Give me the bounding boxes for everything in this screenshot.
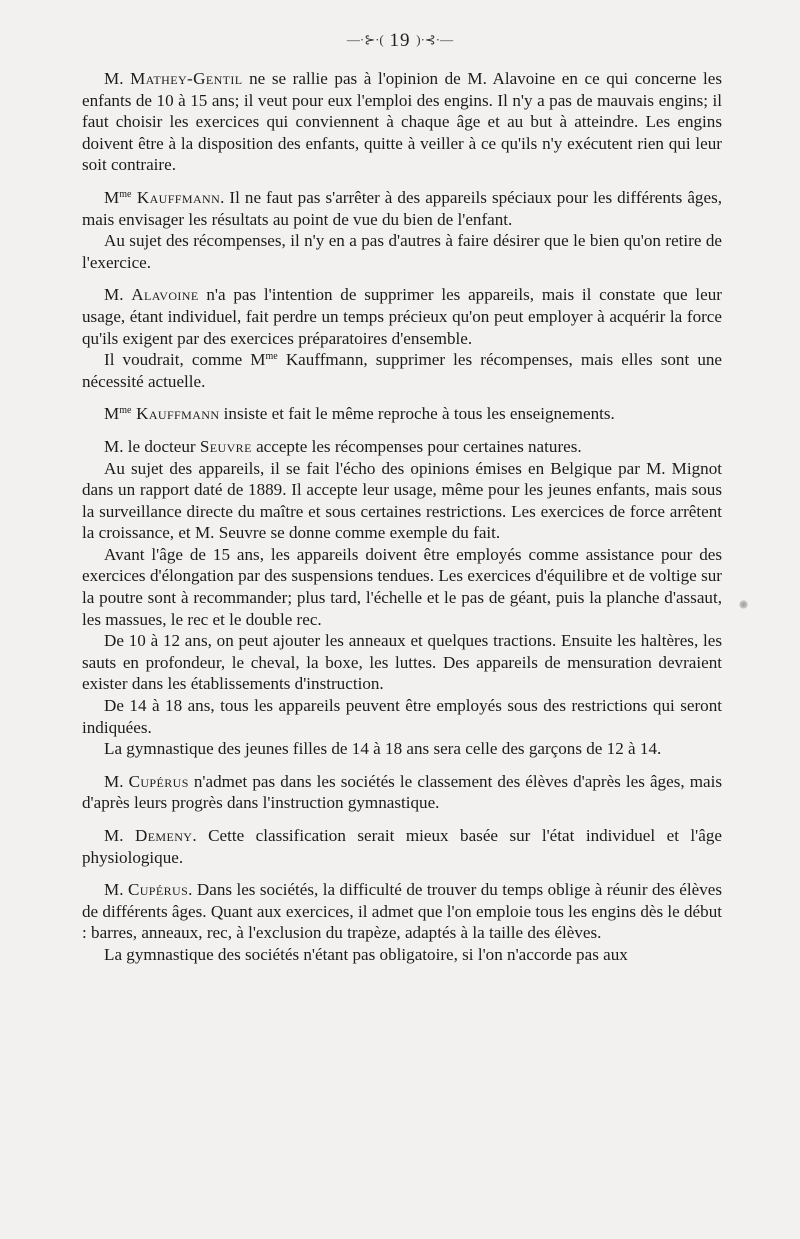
speaker-title-superscript: me [119,405,132,417]
paragraph-text: De 10 à 12 ans, on peut ajouter les anneaux et quelques tractions. Ensuite les haltères, les sauts en profondeur, le cheval, la boxe, les luttes. Des appareils de mensuration devraient exister dans les établissements d'instruction. [82,631,722,694]
paper-speck [739,600,748,609]
paragraph-il-voudrait [82,349,722,392]
speaker-name: Cupérus [127,880,189,900]
paragraph-recompenses [82,230,722,273]
paragraph-jeunes-filles [82,738,722,760]
speaker-name: Cupérus [128,771,189,791]
paragraph-text: De 14 à 18 ans, tous les appareils peuvent être employés sous des restrictions qui seront indiquées. [82,696,722,737]
speaker-prefix: M. [104,771,129,791]
header-ornament-left: —·⊱·( [346,32,384,47]
page-number: 19 [389,30,411,51]
paragraph-text-lead: Il voudrait, comme M [104,350,266,370]
paragraph-avant-15-ans [82,544,722,630]
paragraph-text: Au sujet des appareils, il se fait l'écho des opinions émises en Belgique par M. Mignot dans un rapport daté de 1889. Il accepte leur usage, même pour les jeunes enfants, mais sous la surveillance directe du maître et sous certaines restrictions. Les exercices de force arrêtent la croissance, et M. Seuvre se donne comme exemple du fait. [82,458,722,543]
speaker-prefix: M [104,404,120,424]
paragraph-text: ne se rallie pas à l'opinion de M. Alavoine en ce qui concerne les enfants de 10 à 15 ans; il veut pour eux l'emploi des engins. Il n'y a pas de mauvais engins; il faut choisir les exercices qui conviennent à chaque âge et au but à atteindre. Les engins doivent être à la disposition des enfants, quitte à veiller à ce qu'ils n'y exécutent rien qui leur soit contraire. [82,69,722,175]
paragraph-14-a-18-ans [82,695,722,738]
paragraph-text: Kauffmann, supprimer les récompenses, mais elles sont une nécessité actuelle. [82,350,723,391]
page-header [0,30,800,52]
paragraph-kauffmann-insiste [82,403,722,425]
header-ornament-right: )·⊰·— [416,32,454,47]
speaker-name: Mathey-Gentil [130,69,243,88]
paragraph-demeny [82,825,722,868]
paragraph-text: Au sujet des récompenses, il n'y en a pas d'autres à faire désirer que le bien qu'on retire de l'exercice. [82,231,722,272]
paragraph-text: n'admet pas dans les sociétés le classement des élèves d'après les âges, mais d'après leurs progrès dans l'instruction gymnastique. [82,771,722,813]
title-superscript: me [265,351,278,363]
paragraph-text: Avant l'âge de 15 ans, les appareils doivent être employés comme assistance pour des exercices d'élongation par des suspensions tendues. Les exercices d'équilibre et de voltige sur la poutre sont à recommander; plus tard, l'échelle et le pas de géant, puis la planche d'assaut, les massues, le rec et le double rec. [82,544,722,629]
body-text [82,68,722,966]
paragraph-text: La gymnastique des sociétés n'étant pas obligatoire, si l'on n'accorde pas aux [104,944,628,964]
speaker-title-superscript: me [119,188,132,200]
paragraph-kauffmann [82,187,722,230]
paragraph-text: . Cette classification serait mieux basée sur l'état individuel et l'âge physiologique. [82,826,722,867]
speaker-prefix: M. [104,285,132,305]
speaker-prefix: M. [104,880,128,900]
paragraph-10-a-12-ans [82,630,722,695]
paragraph-appareils-belgique [82,458,722,544]
paragraph-text: La gymnastique des jeunes filles de 14 à 18 ans sera celle des garçons de 12 à 14. [104,739,662,759]
speaker-prefix: M. [104,69,131,88]
paragraph-text: accepte les récompenses pour certaines natures. [251,436,582,456]
paragraph-cuperus-classement [82,771,722,814]
paragraph-alavoine [82,284,722,349]
speaker-name: Kauffmann [131,404,220,424]
paragraph-seuvre [82,436,722,458]
paragraph-text: . Dans les sociétés, la difficulté de trouver du temps oblige à réunir des élèves de différents âges. Quant aux exercices, il admet que l'on emploie tous les engins dès le début : barres, anneaux, rec, à l'exclusion du trapèze, adaptés à la taille des élèves. [82,880,723,943]
speaker-name: Seuvre [199,436,252,456]
speaker-prefix: M. le docteur [104,436,200,456]
paragraph-mathey-gentil [82,68,722,176]
paragraph-text: n'a pas l'intention de supprimer les appareils, mais il constate que leur usage, étant individuel, fait perdre un temps précieux qu'on peut employer à acquérir la force qu'ils exigent par des exercices préparatoires d'ensemble. [82,285,722,348]
speaker-name: Demeny [134,826,193,845]
speaker-prefix: M [104,187,120,207]
paragraph-text: insiste et fait le même reproche à tous les enseignements. [219,404,615,424]
paragraph-gymnastique-societes [82,944,722,966]
paragraph-text: . Il ne faut pas s'arrêter à des appareils spéciaux pour les différents âges, mais envisager les résultats au point de vue du bien de l'enfant. [82,187,722,229]
speaker-name: Kauffmann [131,187,221,207]
speaker-name: Alavoine [131,285,199,305]
speaker-prefix: M. [104,826,135,845]
paragraph-cuperus-societes [82,879,722,944]
